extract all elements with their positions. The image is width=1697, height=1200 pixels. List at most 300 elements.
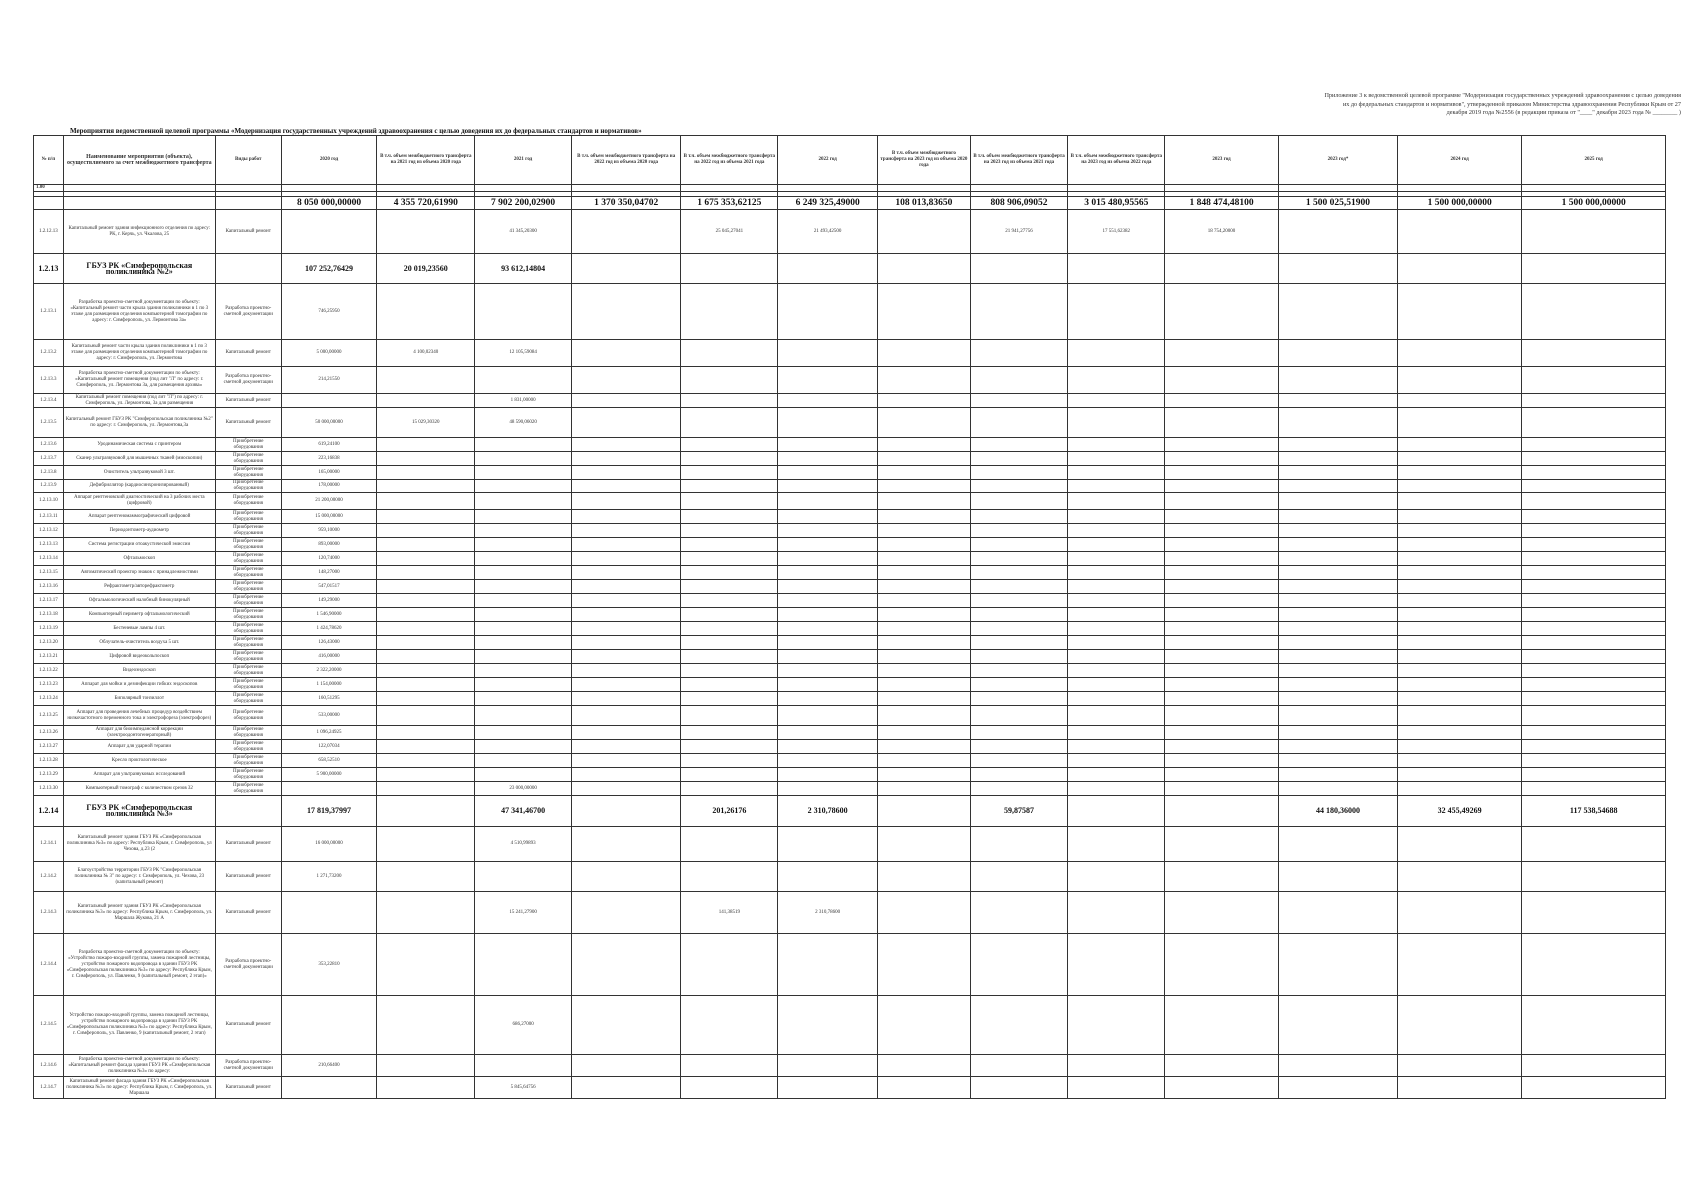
col-transfer-2023-from-2020: В т.ч. объем межбюджетного трансферта на 2023 год из объема 2020 года bbox=[878, 136, 970, 185]
value-cell bbox=[878, 566, 970, 580]
value-cell: 2 322,20000 bbox=[281, 664, 377, 678]
value-cell bbox=[970, 726, 1068, 740]
value-cell bbox=[1522, 678, 1666, 692]
value-cell bbox=[377, 827, 475, 862]
value-cell bbox=[1278, 284, 1397, 340]
row-number: 1.2.13.2 bbox=[34, 340, 64, 367]
value-cell bbox=[878, 367, 970, 394]
value-cell bbox=[1068, 438, 1165, 452]
row-work-type: Приобретение оборудования bbox=[215, 692, 281, 706]
value-cell bbox=[1068, 608, 1165, 622]
value-cell: 120,74000 bbox=[281, 552, 377, 566]
value-cell bbox=[377, 996, 475, 1055]
row-name: Аппарат для проведения лечебных процедур воздействием низкочастотного переменного тока и электрофореза (электрофорез) bbox=[63, 706, 215, 726]
table-row bbox=[34, 608, 1666, 622]
value-cell bbox=[1522, 340, 1666, 367]
total-cell: 1 370 350,04702 bbox=[571, 197, 681, 210]
table-row bbox=[34, 367, 1666, 394]
value-cell: 201,26176 bbox=[681, 796, 778, 827]
value-cell: 5 900,00000 bbox=[281, 768, 377, 782]
value-cell bbox=[1068, 754, 1165, 768]
value-cell bbox=[778, 934, 878, 996]
value-cell bbox=[377, 664, 475, 678]
value-cell: 32 455,49269 bbox=[1397, 796, 1521, 827]
value-cell bbox=[377, 608, 475, 622]
value-cell bbox=[571, 284, 681, 340]
value-cell bbox=[778, 580, 878, 594]
value-cell: 4 510,99893 bbox=[475, 827, 572, 862]
value-cell bbox=[571, 768, 681, 782]
value-cell bbox=[1522, 394, 1666, 408]
value-cell bbox=[377, 740, 475, 754]
row-name: Разработка проектно-сметной документации по объекту: «Устройство пожаро-входной группы, замена пожарной лестницы, устройство пожарного водопровода в здании ГБУЗ РК «Симферопольская поликлиника №3» по адресу: Республика Крым, г. Симферополь, ул. Павленко, 9 (капитальный ремонт, 2 этап)» bbox=[63, 934, 215, 996]
table-row bbox=[34, 862, 1666, 892]
value-cell bbox=[970, 1077, 1068, 1099]
value-cell bbox=[878, 664, 970, 678]
total-cell: 1 500 000,00000 bbox=[1522, 197, 1666, 210]
value-cell: 353,22810 bbox=[281, 934, 377, 996]
table-row bbox=[34, 1077, 1666, 1099]
value-cell bbox=[1522, 996, 1666, 1055]
row-number: 1.2.14.5 bbox=[34, 996, 64, 1055]
value-cell bbox=[475, 466, 572, 480]
value-cell bbox=[475, 594, 572, 608]
table-row bbox=[34, 594, 1666, 608]
row-name: Офтальмоскоп bbox=[63, 552, 215, 566]
value-cell bbox=[778, 1077, 878, 1099]
value-cell bbox=[571, 524, 681, 538]
value-cell bbox=[377, 566, 475, 580]
value-cell bbox=[377, 367, 475, 394]
row-work-type: Капитальный ремонт bbox=[215, 892, 281, 934]
value-cell bbox=[475, 726, 572, 740]
value-cell bbox=[970, 636, 1068, 650]
value-cell bbox=[1165, 754, 1279, 768]
value-cell bbox=[475, 934, 572, 996]
value-cell bbox=[1397, 580, 1521, 594]
value-cell bbox=[778, 254, 878, 284]
value-cell bbox=[778, 524, 878, 538]
row-name: Аппарат рентгеномаммографический цифровой bbox=[63, 510, 215, 524]
value-cell bbox=[1278, 636, 1397, 650]
value-cell bbox=[1165, 996, 1279, 1055]
row-number: 1.2.13.10 bbox=[34, 493, 64, 510]
value-cell bbox=[1522, 622, 1666, 636]
value-cell bbox=[970, 608, 1068, 622]
value-cell bbox=[1278, 608, 1397, 622]
value-cell bbox=[475, 650, 572, 664]
value-cell bbox=[1165, 678, 1279, 692]
value-cell bbox=[475, 566, 572, 580]
col-2022: 2022 год bbox=[778, 136, 878, 185]
value-cell bbox=[1165, 466, 1279, 480]
value-cell bbox=[1522, 754, 1666, 768]
value-cell bbox=[1522, 664, 1666, 678]
value-cell bbox=[1278, 452, 1397, 466]
value-cell: 15 000,00000 bbox=[281, 510, 377, 524]
row-name: Облучатель-очиститель воздуха 5 шт. bbox=[63, 636, 215, 650]
value-cell bbox=[1165, 827, 1279, 862]
value-cell bbox=[1165, 340, 1279, 367]
value-cell bbox=[377, 538, 475, 552]
row-number: 1.2.13.24 bbox=[34, 692, 64, 706]
value-cell bbox=[571, 827, 681, 862]
value-cell bbox=[571, 692, 681, 706]
value-cell bbox=[1278, 650, 1397, 664]
value-cell bbox=[571, 538, 681, 552]
value-cell bbox=[1068, 692, 1165, 706]
value-cell bbox=[1397, 608, 1521, 622]
row-number: 1.2.13.17 bbox=[34, 594, 64, 608]
row-work-type: Капитальный ремонт bbox=[215, 1077, 281, 1099]
value-cell bbox=[878, 996, 970, 1055]
row-name: Компьютерный томограф с количеством срезов 32 bbox=[63, 782, 215, 796]
value-cell bbox=[778, 538, 878, 552]
value-cell bbox=[878, 827, 970, 862]
value-cell: 619,24100 bbox=[281, 438, 377, 452]
value-cell: 17 551,62382 bbox=[1068, 210, 1165, 254]
value-cell bbox=[1068, 706, 1165, 726]
value-cell bbox=[1068, 934, 1165, 996]
value-cell bbox=[1165, 367, 1279, 394]
value-cell bbox=[1278, 782, 1397, 796]
value-cell bbox=[1397, 254, 1521, 284]
value-cell bbox=[1165, 580, 1279, 594]
row-number: 1.2.13.29 bbox=[34, 768, 64, 782]
table-row bbox=[34, 493, 1666, 510]
value-cell bbox=[970, 552, 1068, 566]
table-row bbox=[34, 408, 1666, 438]
table-row bbox=[34, 210, 1666, 254]
value-cell bbox=[377, 1055, 475, 1077]
value-cell bbox=[1068, 796, 1165, 827]
value-cell bbox=[878, 650, 970, 664]
value-cell bbox=[970, 566, 1068, 580]
row-work-type: Капитальный ремонт bbox=[215, 408, 281, 438]
value-cell bbox=[281, 892, 377, 934]
value-cell bbox=[1397, 892, 1521, 934]
value-cell bbox=[1068, 566, 1165, 580]
value-cell bbox=[571, 408, 681, 438]
row-number: 1.2.13.15 bbox=[34, 566, 64, 580]
value-cell bbox=[1278, 754, 1397, 768]
row-number: 1.2.13.14 bbox=[34, 552, 64, 566]
value-cell: 126,43000 bbox=[281, 636, 377, 650]
value-cell bbox=[878, 438, 970, 452]
value-cell bbox=[681, 254, 778, 284]
value-cell bbox=[778, 466, 878, 480]
value-cell bbox=[778, 340, 878, 367]
value-cell bbox=[571, 996, 681, 1055]
row-work-type: Приобретение оборудования bbox=[215, 636, 281, 650]
value-cell bbox=[1397, 996, 1521, 1055]
value-cell bbox=[377, 862, 475, 892]
row-number: 1.2.14.3 bbox=[34, 892, 64, 934]
value-cell: 141,38519 bbox=[681, 892, 778, 934]
value-cell bbox=[571, 480, 681, 493]
row-work-type: Приобретение оборудования bbox=[215, 580, 281, 594]
value-cell bbox=[475, 622, 572, 636]
value-cell bbox=[1522, 552, 1666, 566]
row-work-type: Приобретение оборудования bbox=[215, 622, 281, 636]
value-cell bbox=[377, 650, 475, 664]
value-cell bbox=[1278, 538, 1397, 552]
value-cell bbox=[1165, 706, 1279, 726]
value-cell bbox=[1397, 754, 1521, 768]
value-cell bbox=[1068, 408, 1165, 438]
value-cell bbox=[1068, 1077, 1165, 1099]
value-cell bbox=[377, 394, 475, 408]
value-cell: 165,00000 bbox=[281, 466, 377, 480]
value-cell bbox=[377, 706, 475, 726]
value-cell bbox=[970, 650, 1068, 664]
value-cell bbox=[878, 1077, 970, 1099]
table-row bbox=[34, 934, 1666, 996]
row-work-type: Разработка проектно-сметной документации bbox=[215, 1055, 281, 1077]
value-cell bbox=[571, 740, 681, 754]
col-transfer-2023-from-2022: В т.ч. объем межбюджетного трансферта на 2023 год из объема 2022 года bbox=[1068, 136, 1165, 185]
value-cell bbox=[475, 754, 572, 768]
value-cell bbox=[571, 664, 681, 678]
value-cell bbox=[1397, 862, 1521, 892]
value-cell bbox=[1397, 768, 1521, 782]
value-cell bbox=[878, 394, 970, 408]
value-cell bbox=[970, 754, 1068, 768]
value-cell bbox=[1278, 664, 1397, 678]
value-cell bbox=[1397, 524, 1521, 538]
value-cell bbox=[475, 538, 572, 552]
value-cell bbox=[878, 594, 970, 608]
value-cell bbox=[1068, 726, 1165, 740]
row-number: 1.2.14 bbox=[34, 796, 64, 827]
table-row bbox=[34, 827, 1666, 862]
value-cell bbox=[1278, 1077, 1397, 1099]
value-cell: 2 310,78600 bbox=[778, 892, 878, 934]
value-cell bbox=[970, 538, 1068, 552]
value-cell bbox=[970, 284, 1068, 340]
row-number: 1.2.13.12 bbox=[34, 524, 64, 538]
value-cell bbox=[571, 493, 681, 510]
value-cell bbox=[1165, 1077, 1279, 1099]
value-cell bbox=[377, 210, 475, 254]
value-cell bbox=[1165, 480, 1279, 493]
value-cell bbox=[1068, 480, 1165, 493]
col-2021: 2021 год bbox=[475, 136, 572, 185]
value-cell bbox=[970, 524, 1068, 538]
value-cell bbox=[1397, 480, 1521, 493]
col-transfer-2022-from-2021: В т.ч. объем межбюджетного трансферта на 2022 год из объема 2021 года bbox=[681, 136, 778, 185]
value-cell bbox=[571, 594, 681, 608]
row-name: Дефибриллятор (кардиосинхронизированный) bbox=[63, 480, 215, 493]
value-cell bbox=[281, 1077, 377, 1099]
value-cell: 122,07034 bbox=[281, 740, 377, 754]
value-cell bbox=[571, 466, 681, 480]
value-cell bbox=[571, 566, 681, 580]
value-cell bbox=[1278, 622, 1397, 636]
value-cell bbox=[1278, 394, 1397, 408]
value-cell bbox=[1278, 862, 1397, 892]
row-name: Аппарат для биоимпедансной коррекции (электроодонтогенераторный) bbox=[63, 726, 215, 740]
value-cell bbox=[970, 254, 1068, 284]
value-cell bbox=[681, 594, 778, 608]
value-cell bbox=[778, 740, 878, 754]
value-cell bbox=[475, 493, 572, 510]
value-cell bbox=[681, 862, 778, 892]
value-cell bbox=[970, 827, 1068, 862]
value-cell bbox=[778, 754, 878, 768]
row-work-type: Капитальный ремонт bbox=[215, 996, 281, 1055]
col-2023-star: 2023 год* bbox=[1278, 136, 1397, 185]
value-cell: 416,00000 bbox=[281, 650, 377, 664]
value-cell bbox=[377, 480, 475, 493]
row-name: Аппарат ренттеновский диагностический на 3 рабочих места (цифровой) bbox=[63, 493, 215, 510]
value-cell bbox=[970, 1055, 1068, 1077]
row-work-type: Приобретение оборудования bbox=[215, 664, 281, 678]
value-cell: 686,27000 bbox=[475, 996, 572, 1055]
value-cell bbox=[1068, 827, 1165, 862]
value-cell bbox=[1068, 678, 1165, 692]
value-cell: 746,25950 bbox=[281, 284, 377, 340]
value-cell bbox=[1165, 493, 1279, 510]
value-cell bbox=[571, 438, 681, 452]
value-cell bbox=[1165, 934, 1279, 996]
value-cell: 4 100,02340 bbox=[377, 340, 475, 367]
value-cell bbox=[1278, 566, 1397, 580]
value-cell: 107 252,76429 bbox=[281, 254, 377, 284]
value-cell bbox=[1522, 782, 1666, 796]
value-cell bbox=[1165, 782, 1279, 796]
value-cell bbox=[571, 452, 681, 466]
total-cell: 8 050 000,00000 bbox=[281, 197, 377, 210]
value-cell bbox=[1278, 552, 1397, 566]
row-name: Устройство пожаро-входной группы, замена пожарной лестницы, устройство пожарного водопровода в здании ГБУЗ РК «Симферопольская поликлиника №3» по адресу: Республика Крым, г. Симферополь, ул. Павленко, 9 (капитальный ремонт, 2 этап) bbox=[63, 996, 215, 1055]
value-cell bbox=[970, 782, 1068, 796]
value-cell bbox=[1278, 740, 1397, 754]
table-row bbox=[34, 538, 1666, 552]
value-cell bbox=[1278, 367, 1397, 394]
value-cell bbox=[681, 827, 778, 862]
value-cell bbox=[1397, 466, 1521, 480]
value-cell bbox=[681, 510, 778, 524]
value-cell: 20 019,23560 bbox=[377, 254, 475, 284]
value-cell bbox=[970, 480, 1068, 493]
row-number: 1.2.13.1 bbox=[34, 284, 64, 340]
appendix-line-1: Приложение 3 к ведомственной целевой программе "Модернизация государственных учреждений здравоохранения с целью доведения bbox=[1324, 92, 1681, 99]
value-cell bbox=[1397, 782, 1521, 796]
value-cell bbox=[377, 692, 475, 706]
value-cell: 893,00000 bbox=[281, 538, 377, 552]
value-cell bbox=[778, 862, 878, 892]
row-number: 1.2.12.13 bbox=[34, 210, 64, 254]
row-name: Кресло проктологическое bbox=[63, 754, 215, 768]
value-cell bbox=[970, 996, 1068, 1055]
value-cell bbox=[878, 862, 970, 892]
value-cell bbox=[1165, 510, 1279, 524]
section-index-row bbox=[34, 185, 1666, 192]
value-cell bbox=[970, 408, 1068, 438]
value-cell bbox=[1522, 524, 1666, 538]
value-cell bbox=[681, 340, 778, 367]
value-cell bbox=[475, 862, 572, 892]
value-cell bbox=[878, 284, 970, 340]
value-cell bbox=[1068, 1055, 1165, 1077]
value-cell bbox=[377, 768, 475, 782]
value-cell bbox=[1522, 608, 1666, 622]
table-row bbox=[34, 726, 1666, 740]
col-num: № п/п bbox=[34, 136, 64, 185]
value-cell bbox=[778, 566, 878, 580]
row-name: Капитальный ремонт ГБУЗ РК "Симферопольская поликлиника №2" по адресу: г. Симферополь, ул. Лермонтова,3а bbox=[63, 408, 215, 438]
value-cell bbox=[571, 636, 681, 650]
value-cell bbox=[475, 284, 572, 340]
value-cell bbox=[1278, 827, 1397, 862]
value-cell bbox=[970, 340, 1068, 367]
value-cell bbox=[1522, 452, 1666, 466]
value-cell bbox=[1068, 340, 1165, 367]
table-row bbox=[34, 552, 1666, 566]
value-cell bbox=[970, 367, 1068, 394]
row-name: Компьютерный периметр офтальмологический bbox=[63, 608, 215, 622]
table-row bbox=[34, 740, 1666, 754]
value-cell bbox=[1068, 892, 1165, 934]
value-cell: 1 271,73200 bbox=[281, 862, 377, 892]
value-cell bbox=[1278, 510, 1397, 524]
value-cell bbox=[1165, 452, 1279, 466]
value-cell bbox=[571, 622, 681, 636]
value-cell bbox=[878, 754, 970, 768]
value-cell bbox=[1165, 892, 1279, 934]
value-cell bbox=[1278, 768, 1397, 782]
total-cell: 3 015 480,95565 bbox=[1068, 197, 1165, 210]
value-cell: 547,01517 bbox=[281, 580, 377, 594]
value-cell bbox=[878, 210, 970, 254]
value-cell bbox=[475, 768, 572, 782]
row-work-type: Приобретение оборудования bbox=[215, 706, 281, 726]
value-cell bbox=[970, 622, 1068, 636]
value-cell bbox=[1397, 510, 1521, 524]
row-number: 1.2.13.21 bbox=[34, 650, 64, 664]
value-cell bbox=[571, 580, 681, 594]
value-cell bbox=[1522, 862, 1666, 892]
total-cell: 1 500 000,00000 bbox=[1397, 197, 1521, 210]
table-row bbox=[34, 754, 1666, 768]
value-cell bbox=[377, 678, 475, 692]
value-cell bbox=[1522, 408, 1666, 438]
value-cell bbox=[778, 636, 878, 650]
value-cell bbox=[681, 566, 778, 580]
value-cell bbox=[681, 740, 778, 754]
value-cell bbox=[1068, 740, 1165, 754]
value-cell: 223,16838 bbox=[281, 452, 377, 466]
row-name: Капитальный ремонт помещения (под лит "Л") по адресу: г. Симферополь, ул. Лермонтова, 3а для размещения bbox=[63, 394, 215, 408]
value-cell: 25 045,27041 bbox=[681, 210, 778, 254]
program-table bbox=[33, 135, 1666, 1099]
col-transfer-2021-from-2020: В т.ч. объем межбюджетного трансферта на 2021 год из объема 2020 года bbox=[377, 136, 475, 185]
row-work-type: Приобретение оборудования bbox=[215, 740, 281, 754]
row-number: 1.2.13.8 bbox=[34, 466, 64, 480]
table-row bbox=[34, 284, 1666, 340]
row-name: Цифровой видеокольпоскоп bbox=[63, 650, 215, 664]
value-cell bbox=[1278, 340, 1397, 367]
value-cell: 21 941,27756 bbox=[970, 210, 1068, 254]
value-cell bbox=[778, 452, 878, 466]
value-cell bbox=[778, 367, 878, 394]
value-cell bbox=[1278, 692, 1397, 706]
value-cell bbox=[1165, 664, 1279, 678]
value-cell bbox=[1165, 394, 1279, 408]
value-cell: 1 546,90000 bbox=[281, 608, 377, 622]
value-cell bbox=[1397, 594, 1521, 608]
